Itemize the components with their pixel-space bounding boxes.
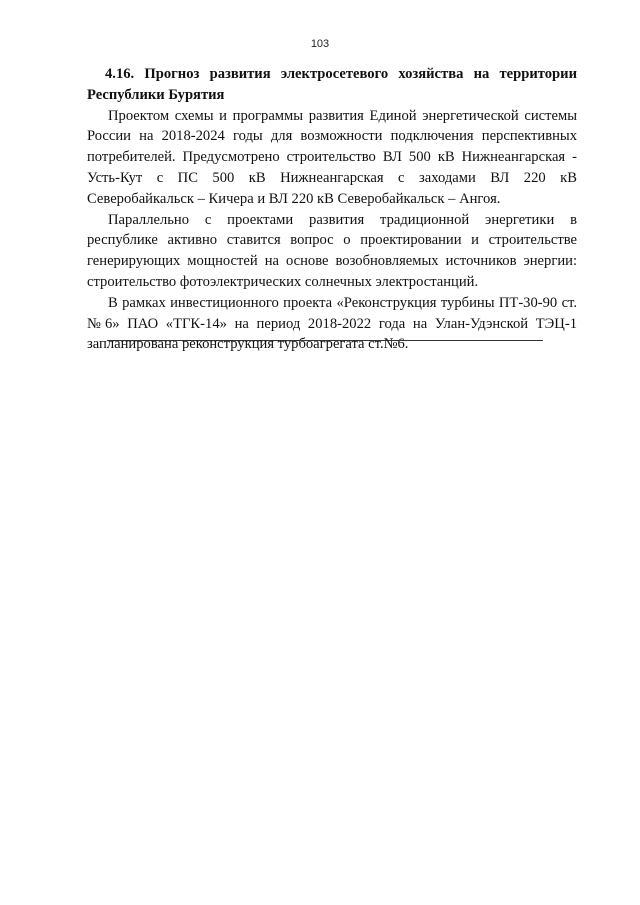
paragraph-renewable-energy: Параллельно с проектами развития традиционной энергетики в республике активно ставится вопрос о проектировании и строительстве генерирующих мощностей на основе возобновляемых источников энергии: строительство фотоэлектрических солнечных электростанций. [87,211,577,290]
section-heading: 4.16. Прогноз развития электросетевого хозяйства на территории Республики Бурятия [87,66,577,103]
section-body [87,64,577,355]
page-number: 103 [310,38,330,50]
paragraph-transmission-grid: Проектом схемы и программы развития Единой энергетической системы России на 2018-2024 годы для возможности подключения перспективных потребителей. Предусмотрено строительство ВЛ 500 кВ Нижнеангарская - Усть-Кут с ПС 500 кВ Нижнеангарская с заходами ВЛ 220 кВ Северобайкальск – Кичера и ВЛ 220 кВ Северобайкальск – Ангоя. [87,107,577,207]
end-of-section-rule [107,340,543,341]
paragraph-turbine-reconstruction: В рамках инвестиционного проекта «Реконструкция турбины ПТ-30-90 ст.№6» ПАО «ТГК-14» на период 2018-2022 года на Улан-Удэнской ТЭЦ-1 запланирована реконструкция турбоагрегата ст.№6. [87,294,577,353]
